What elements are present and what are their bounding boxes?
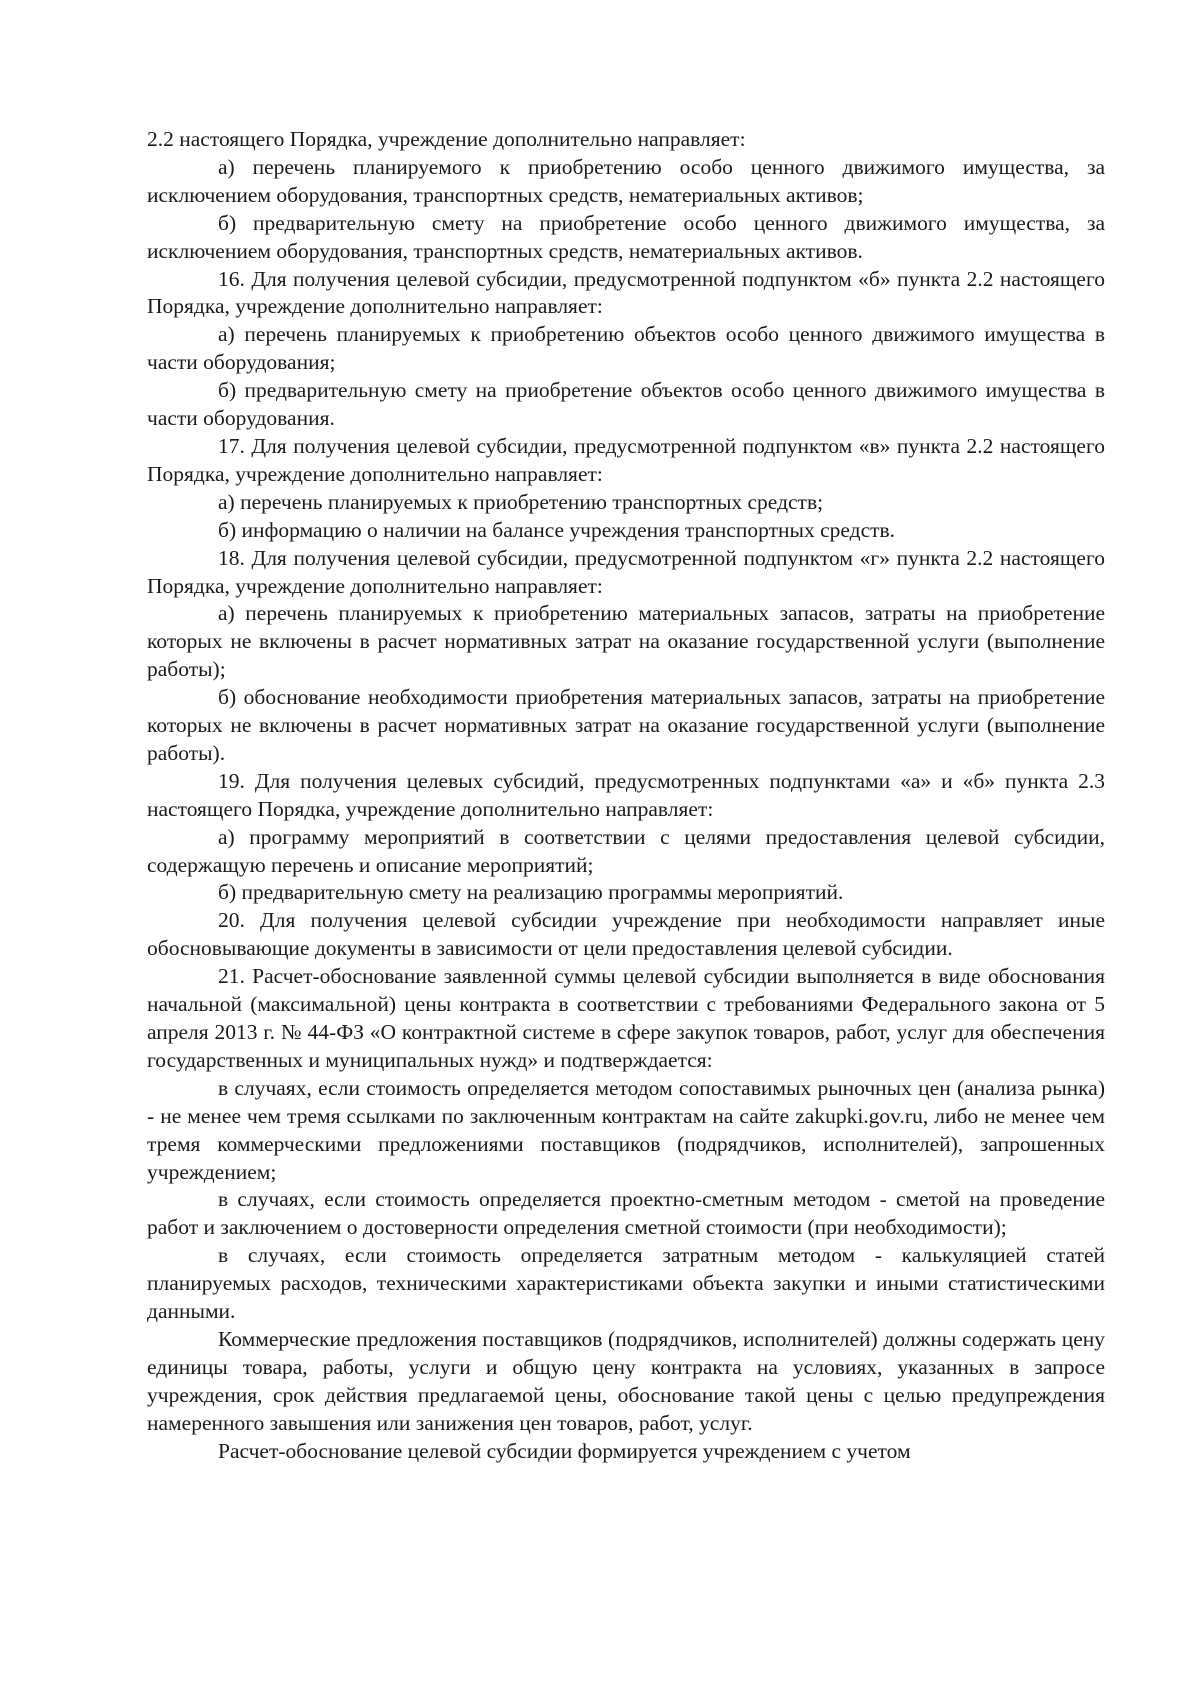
paragraph-clause-19-a: а) программу мероприятий в соответствии с целями предоставления целевой субсидии, содержащую перечень и описание мероприятий; (147, 824, 1105, 877)
paragraph-clause-18-b: б) обоснование необходимости приобретения материальных запасов, затраты на приобретение которых не включены в расчет нормативных затрат на оказание государственной услуги (выполнение работы). (147, 685, 1105, 765)
paragraph-clause-19-b: б) предварительную смету на реализацию программы мероприятий. (218, 880, 844, 905)
paragraph-clause-18-a: а) перечень планируемых к приобретению материальных запасов, затраты на приобретение которых не включены в расчет нормативных затрат на оказание государственной услуги (выполнение работы); (147, 601, 1105, 682)
paragraph-item-a: а) перечень планируемого к приобретению особо ценного движимого имущества, за исключением оборудования, транспортных средств, нематериальных активов; (147, 154, 1105, 207)
paragraph-clause-17: 17. Для получения целевой субсидии, предусмотренной подпунктом «в» пункта 2.2 настоящего Порядка, учреждение дополнительно направляет: (147, 433, 1105, 486)
paragraph-calculation-basis: Расчет-обоснование целевой субсидии формируется учреждением с учетом (218, 1438, 911, 1463)
paragraph-clause-19: 19. Для получения целевых субсидий, предусмотренных подпунктами «а» и «б» пункта 2.3 настоящего Порядка, учреждение дополнительно направляет: (147, 768, 1105, 821)
paragraph-clause-21: 21. Расчет-обоснование заявленной суммы целевой субсидии выполняется в виде обоснования начальной (максимальной) цены контракта в соответствии с требованиями Федерального закона от 5 апреля 2013 г. № 44-ФЗ «О контрактной системе в сфере закупок товаров, работ, услуг для обеспечения государственных и муниципальных нужд» и подтверждается: (147, 964, 1105, 1072)
paragraph-clause-21-market-method: в случаях, если стоимость определяется методом сопоставимых рыночных цен (анализа рынка) - не менее чем тремя ссылками по заключенным контрактам на сайте zakupki.gov.ru, либо не менее чем тремя коммерческими предложениями поставщиков (подрядчиков, исполнителей), запрошенных учреждением; (147, 1075, 1105, 1184)
paragraph-clause-21-cost-method: в случаях, если стоимость определяется затратным методом - калькуляцией статей планируемых расходов, техническими характеристиками объекта закупки и иными статистическими данными. (147, 1243, 1105, 1324)
paragraph-commercial-offers: Коммерческие предложения поставщиков (подрядчиков, исполнителей) должны содержать цену единицы товара, работы, услуги и общую цену контракта на условиях, указанных в запросе учреждения, срок действия предлагаемой цены, обоснование такой цены с целью предупреждения намеренного завышения или занижения цен товаров, работ, услуг. (147, 1326, 1105, 1435)
paragraph-item-b: б) предварительную смету на приобретение особо ценного движимого имущества, за исключением оборудования, транспортных средств, нематериальных активов. (147, 210, 1105, 263)
document-page (147, 126, 1105, 1466)
paragraph-clause-17-a: а) перечень планируемых к приобретению транспортных средств; (218, 489, 824, 514)
paragraph-clause-18: 18. Для получения целевой субсидии, предусмотренной подпунктом «г» пункта 2.2 настоящего Порядка, учреждение дополнительно направляет: (147, 545, 1105, 598)
paragraph-clause-16-b: б) предварительную смету на приобретение объектов особо ценного движимого имущества в части оборудования. (147, 378, 1105, 431)
paragraph-clause-17-b: б) информацию о наличии на балансе учреждения транспортных средств. (218, 517, 896, 542)
paragraph-clause-16: 16. Для получения целевой субсидии, предусмотренной подпунктом «б» пункта 2.2 настоящего Порядка, учреждение дополнительно направляет: (147, 266, 1105, 319)
paragraph-continuation: 2.2 настоящего Порядка, учреждение дополнительно направляет: (147, 127, 746, 151)
paragraph-clause-16-a: а) перечень планируемых к приобретению объектов особо ценного движимого имущества в части оборудования; (147, 322, 1105, 375)
paragraph-clause-21-estimate-method: в случаях, если стоимость определяется проектно-сметным методом - сметой на проведение работ и заключением о достоверности определения сметной стоимости (при необходимости); (147, 1187, 1105, 1240)
paragraph-clause-20: 20. Для получения целевой субсидии учреждение при необходимости направляет иные обосновывающие документы в зависимости от цели предоставления целевой субсидии. (147, 908, 1105, 961)
